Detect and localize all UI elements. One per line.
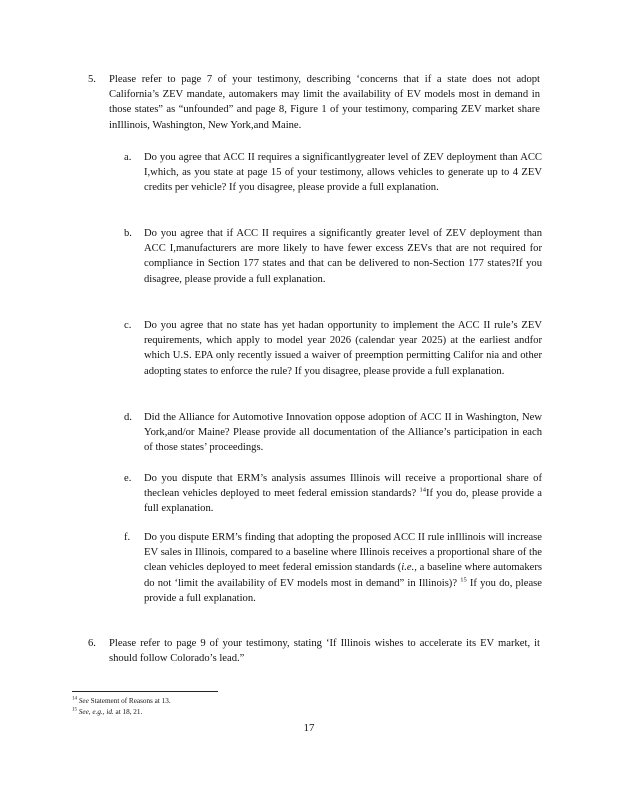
- question-number: 5.: [88, 74, 96, 85]
- footnote-divider: [72, 691, 218, 692]
- subpart-c: [124, 318, 542, 379]
- subpart-d: [124, 410, 542, 456]
- subpart-e: [124, 471, 542, 517]
- subpart-f: [124, 530, 542, 606]
- subpart-text: Do you dispute ERM’s finding that adopting the proposed ACC II rule inIllinois will increase EV sales in Illinois, compared to a baseline where Illinois receives a proportional share of the clean vehicles deployed to meet federal emission standards (i.e., a baseline where automakers do not ‘limit the availability of EV models most in demand” in Illinois)? $^{15}$ If you do, please provide a full explanation.: [144, 532, 542, 604]
- question-text: Please refer to page 7 of your testimony, describing ‘concerns that if a state does not adopt California’s ZEV mandate, automakers may limit the availability of EV models most in demand in those states” as “unfounded” and page 8, Figure 1 of your testimony, comparing ZEV market share inIllinois, Washington, New York,and Maine.: [109, 74, 540, 131]
- question-5: [88, 72, 540, 133]
- footnote-ref-15: 15: [460, 576, 467, 584]
- subpart-letter: b.: [124, 228, 132, 239]
- question-text: Please refer to page 9 of your testimony, stating ‘If Illinois wishes to accelerate its EV market, it should follow Colorado’s lead.”: [109, 638, 540, 665]
- footnote-ref-14: 14: [419, 486, 426, 494]
- subpart-letter: c.: [124, 320, 132, 331]
- subpart-letter: a.: [124, 152, 132, 163]
- subpart-letter: e.: [124, 473, 132, 484]
- footnote-14: $^{14}$ See Statement of Reasons at 13.: [72, 696, 171, 705]
- subpart-letter: f.: [124, 532, 131, 543]
- footnote-15: $^{15}$ See, e.g., id. at 18, 21.: [72, 707, 143, 716]
- question-number: 6.: [88, 638, 96, 649]
- subpart-letter: d.: [124, 412, 132, 423]
- subpart-a: [124, 150, 542, 196]
- subpart-text: Do you dispute that ERM’s analysis assumes Illinois will receive a proportional share of theclean vehicles deployed to meet federal emission standards? $^{14}$If you do, please provide a full explanation.: [144, 473, 542, 515]
- subpart-text: Do you agree that if ACC II requires a significantly greater level of ZEV deployment than ACC I,manufacturers are more likely to have fewer excess ZEVs that are not required for compliance in Section 177 states and that can be delivered to non-Section 177 states?If you disagree, please provide a full explanation.: [144, 228, 542, 285]
- page-number: 17: [303, 722, 315, 734]
- subpart-text: Do you agree that ACC II requires a significantlygreater level of ZEV deployment than ACC I,which, as you state at page 15 of your testimony, allows vehicles to generate up to 4 ZEV credits per vehicle? If you disagree, please provide a full explanation.: [144, 152, 542, 194]
- subpart-text: Do you agree that no state has yet hadan opportunity to implement the ACC II rule’s ZEV requirements, which apply to model year 2026 (calendar year 2025) at the earliest andfor which U.S. EPA only recently issued a waiver of preemption permitting Califor nia and other adopting states to enforce the rule? If you disagree, please provide a full explanation.: [144, 320, 542, 377]
- subpart-text: Did the Alliance for Automotive Innovation oppose adoption of ACC II in Washington, New York,and/or Maine? Please provide all documentation of the Alliance’s participation in each of those states’ proceedings.: [144, 412, 542, 454]
- subpart-b: [124, 226, 542, 287]
- question-6: [88, 636, 540, 666]
